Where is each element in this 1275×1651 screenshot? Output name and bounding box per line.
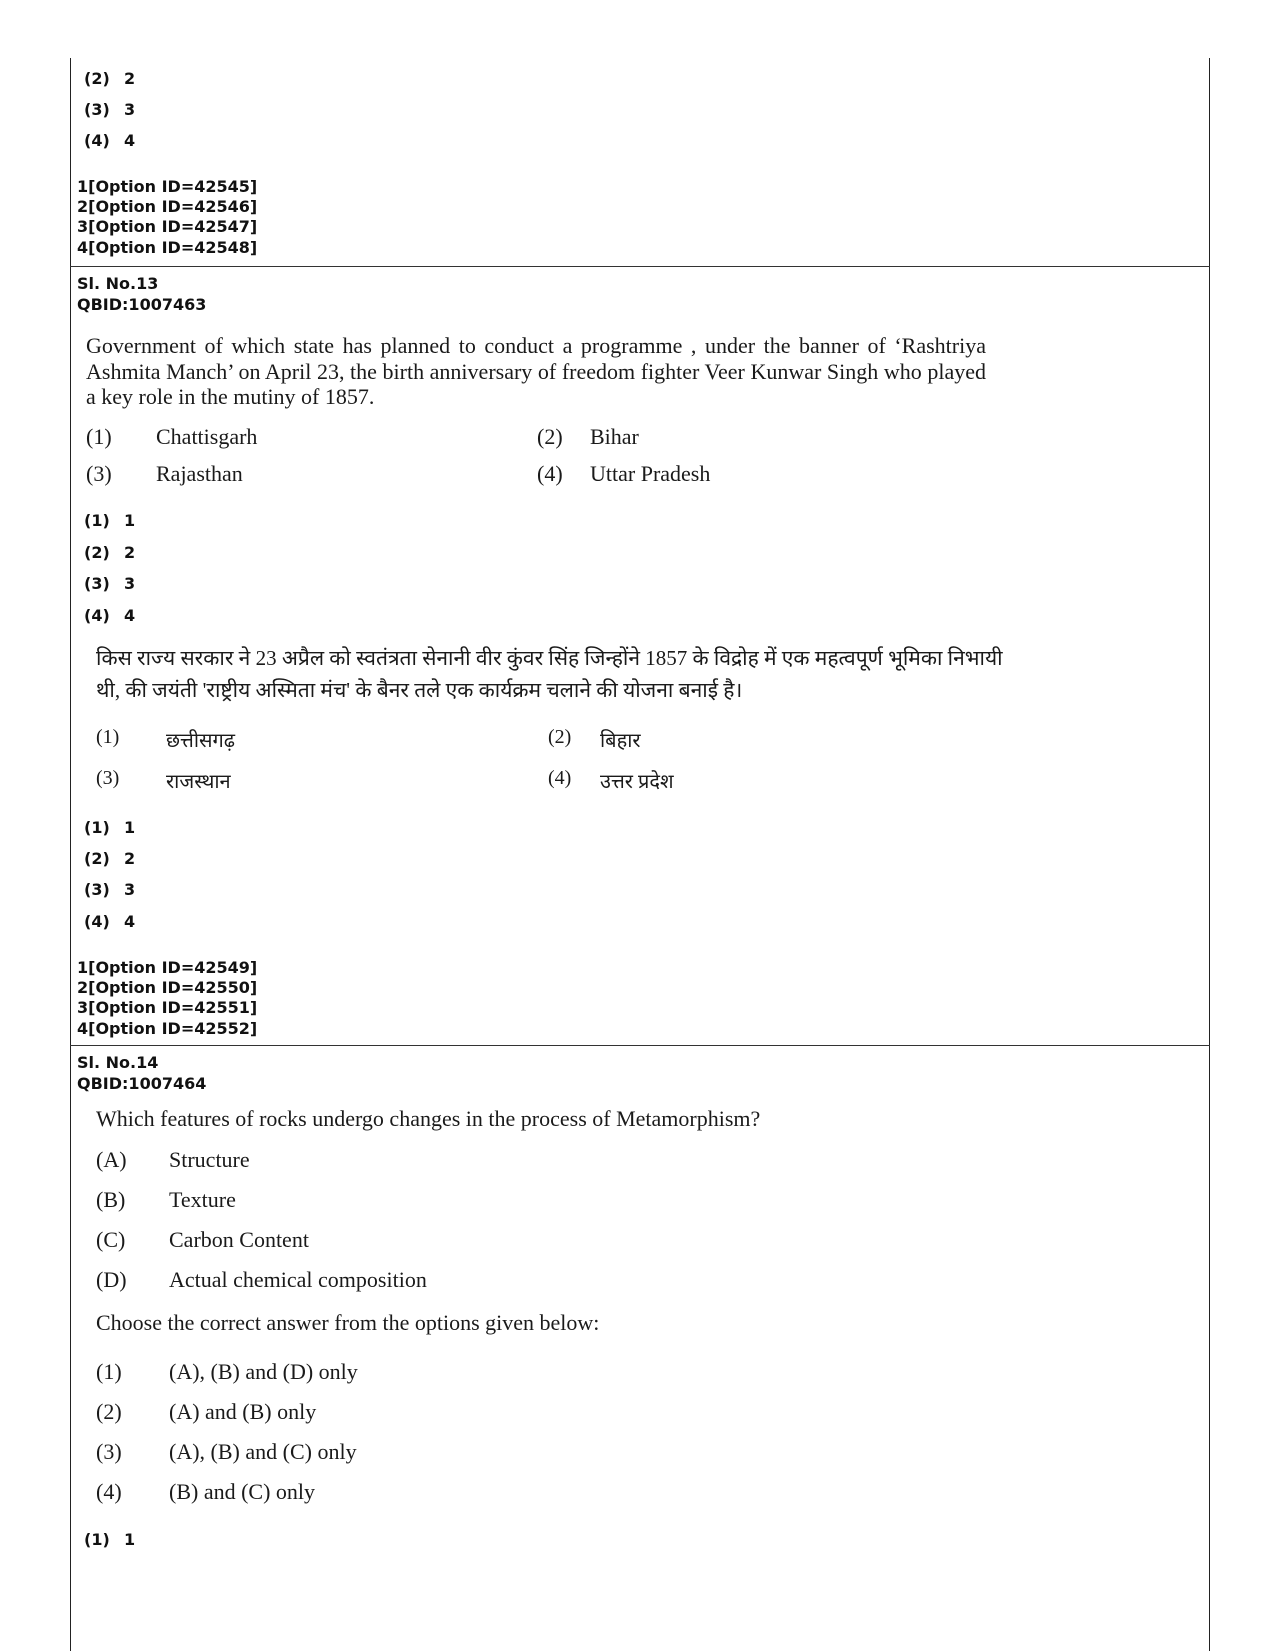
answer-option: (1) 1 [84,511,136,530]
serial-number: Sl. No.13 [77,274,159,293]
option-id: 1[Option ID=42545] [77,177,258,196]
option-id: 2[Option ID=42546] [77,197,258,217]
question-text: Which features of rocks undergo changes in the process of Metamorphism? [96,1106,761,1131]
answer-option: (2) 2 [84,849,136,868]
instruction-text: Choose the correct answer from the options given below: [96,1310,600,1335]
option-id-list [77,177,257,258]
answer-option: (4) 4 [84,912,136,931]
option-id-list [77,958,257,1039]
section-divider [70,266,1210,267]
question-text-hindi: किस राज्य सरकार ने 23 अप्रैल को स्वतंत्रता सेनानी वीर कुंवर सिंह जिन्होंने 1857 के विद्रोह में एक महत्वपूर्ण भूमिका निभायी थी, की जयंती 'राष्ट्रीय अस्मिता मंच' के बैनर तले एक कार्यक्रम चलाने की योजना बनाई है। [96,646,1003,702]
answer-option: (1) 1 [84,818,136,837]
option-id: 3[Option ID=42551] [77,998,258,1018]
option-id: 3[Option ID=42547] [77,217,258,237]
serial-number: Sl. No.14 [77,1053,159,1072]
question-meta [77,1053,206,1094]
answer-option: (2) 2 [84,69,136,88]
qbid: QBID:1007464 [77,1073,207,1093]
answer-option: (4) 4 [84,131,136,150]
qbid: QBID:1007463 [77,294,207,314]
answer-option: (3) 3 [84,880,136,899]
question-meta [77,274,206,315]
section-divider [70,1045,1210,1046]
answer-option: (4) 4 [84,606,136,625]
option-id: 1[Option ID=42549] [77,958,258,977]
answer-option: (3) 3 [84,574,136,593]
question-text-english: Government of which state has planned to conduct a programme , under the banner of ‘Rashtriya Ashmita Manch’ on April 23, the birth anniversary of freedom fighter Veer Kunwar Singh who played a key role in the mutiny of 1857. [86,333,986,409]
answer-option: (1) 1 [84,1530,136,1549]
option-id: 2[Option ID=42550] [77,978,258,998]
answer-option: (2) 2 [84,543,136,562]
option-id: 4[Option ID=42548] [77,237,258,257]
answer-option: (3) 3 [84,100,136,119]
option-id: 4[Option ID=42552] [77,1018,258,1038]
